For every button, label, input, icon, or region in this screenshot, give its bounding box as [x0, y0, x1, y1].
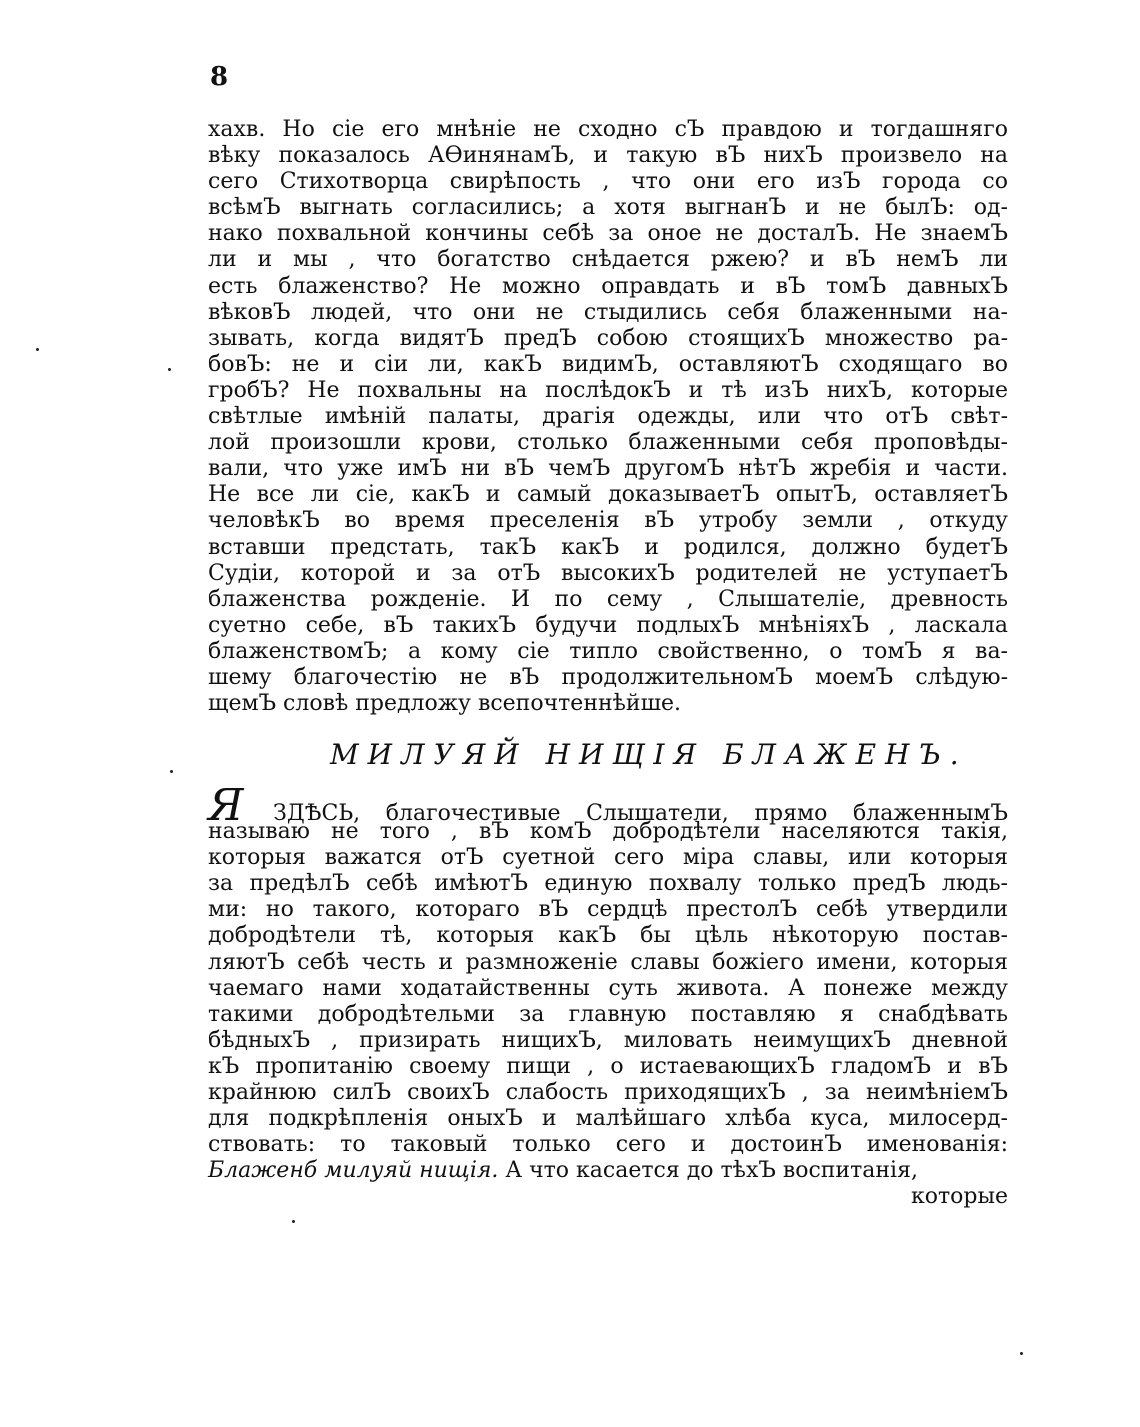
scan-speck: [292, 1220, 295, 1223]
text-line: бовЪ: не и сіи ли, какЪ видимЪ, оставляютЪ сходящаго во: [208, 351, 1008, 377]
first-line-text: ЗДѢСЬ, благочестивые Слышатели, прямо блаженнымЪ: [273, 801, 1008, 826]
text-line: Судіи, которой и за отЪ высокихЪ родителей не уступаетЪ: [208, 560, 1008, 586]
last-line-text: А что касается до тѣхЪ воспитанія,: [505, 1158, 918, 1184]
text-line: кЪ пропитанію своему пищи , о истаевающихЪ гладомЪ и вЪ: [208, 1053, 1008, 1079]
text-line: щемЪ словѣ предложу всепочтеннѣйше.: [208, 691, 682, 717]
text-line: называю не того , вЪ комЪ добродѣтели населяются такія,: [208, 819, 1008, 845]
text-line: человѣкЪ во время преселенія вЪ утробу земли , откуду: [208, 508, 1008, 534]
text-line: крайнюю силЪ своихЪ слабость приходящихЪ , за неимѣніемЪ: [208, 1080, 1008, 1106]
text-line: Не все ли сіе, какЪ и самый доказываетЪ опытЪ, оставляетЪ: [208, 482, 1008, 508]
text-line: ляютЪ себѣ честь и размноженіе славы божіего имени, которыя: [208, 949, 1008, 975]
text-line: бѣдныхЪ , призирать нищихЪ, миловать неимущихЪ дневной: [208, 1027, 1008, 1053]
text-line: суетно себе, вЪ такихЪ будучи подлыхЪ мнѣніяхЪ , ласкала: [208, 612, 1008, 638]
section-heading: МИЛУЯЙ НИЩІЯ БЛАЖЕНЪ.: [330, 738, 968, 771]
text-line: есть блаженство? Не можно оправдать и вЪ томЪ давныхЪ: [208, 273, 1008, 299]
text-line: гробЪ? Не похвальны на послѣдокЪ и тѣ изЪ нихЪ, которые: [208, 377, 1008, 403]
catchword: которые: [910, 1184, 1008, 1210]
text-line: вѣку показалось АѲинянамЪ, и такую вЪ нихЪ произвело на: [208, 143, 1008, 169]
text-line: вѣковЪ людей, что они не стыдились себя блаженными на-: [208, 299, 1008, 325]
scan-speck: [168, 368, 171, 371]
text-line: для подкрѣпленія оныхЪ и малѣйшаго хлѣба куса, милосерд-: [208, 1106, 1008, 1132]
text-line: добродѣтели тѣ, которыя какЪ бы цѣль нѣкоторую постав-: [208, 923, 1008, 949]
text-line: чаемаго нами ходатайственны суть живота. А понеже между: [208, 975, 1008, 1001]
page-number: 8: [210, 62, 229, 92]
paragraph-1: [208, 117, 1008, 717]
text-line: нако похвальной кончины себѣ за оное не досталЪ. Не знаемЪ: [208, 221, 1008, 247]
text-line: вставши предстать, такЪ какЪ и родился, должно будетЪ: [208, 534, 1008, 560]
text-line: блаженства рожденіе. И по сему , Слышателіе, древность: [208, 586, 1008, 612]
text-line: шему благочестію не вЪ продолжительномЪ моемЪ слѣдую-: [208, 664, 1008, 690]
scan-speck: [1020, 1352, 1023, 1355]
text-line: за предѣлЪ себѣ имѣютЪ единую похвалу только предЪ людь-: [208, 871, 1008, 897]
text-line: ми: но такого, котораго вЪ сердцѣ престолЪ себѣ утвердили: [208, 897, 1008, 923]
text-line: такими добродѣтельми за главную поставляю я снабдѣвать: [208, 1001, 1008, 1027]
text-line: которыя важатся отЪ суетной сего міра славы, или которыя: [208, 845, 1008, 871]
text-line: блаженствомЪ; а кому сіе типло свойственно, о томЪ я ва-: [208, 638, 1008, 664]
text-line: всѣмЪ выгнать согласились; а хотя выгнанЪ и не былЪ: од-: [208, 195, 1008, 221]
text-line: сего Стихотворца свирѣпость , что они его изЪ города со: [208, 169, 1008, 195]
text-line: ствовать: то таковый только сего и достоинЪ именованія:: [208, 1132, 1008, 1158]
italic-quotation: Блаженб милуяй нищія.: [208, 1158, 499, 1184]
drop-initial: Я: [208, 780, 244, 831]
text-line: вали, что уже имЪ ни вЪ чемЪ другомЪ нѣтЪ жребія и части.: [208, 456, 1008, 482]
text-line: ли и мы , что богатство снѣдается ржею? и вЪ немЪ ли: [208, 247, 1008, 273]
text-line: свѣтлые имѣній палаты, драгія одежды, или что отЪ свѣт-: [208, 404, 1008, 430]
paragraph-2: [208, 780, 1008, 1211]
paragraph-2-first-line: [208, 780, 1008, 831]
scan-speck: [36, 348, 39, 351]
paragraph-2-last-line: [208, 1158, 1008, 1184]
text-line: хахв. Но сіе его мнѣніе не сходно сЪ правдою и тогдашняго: [208, 117, 1008, 142]
scan-speck: [170, 770, 173, 773]
text-line: зывать, когда видятЪ предЪ собою стоящихЪ множество ра-: [208, 325, 1008, 351]
text-line: лой произошли крови, столько блаженными себя проповѣды-: [208, 430, 1008, 456]
